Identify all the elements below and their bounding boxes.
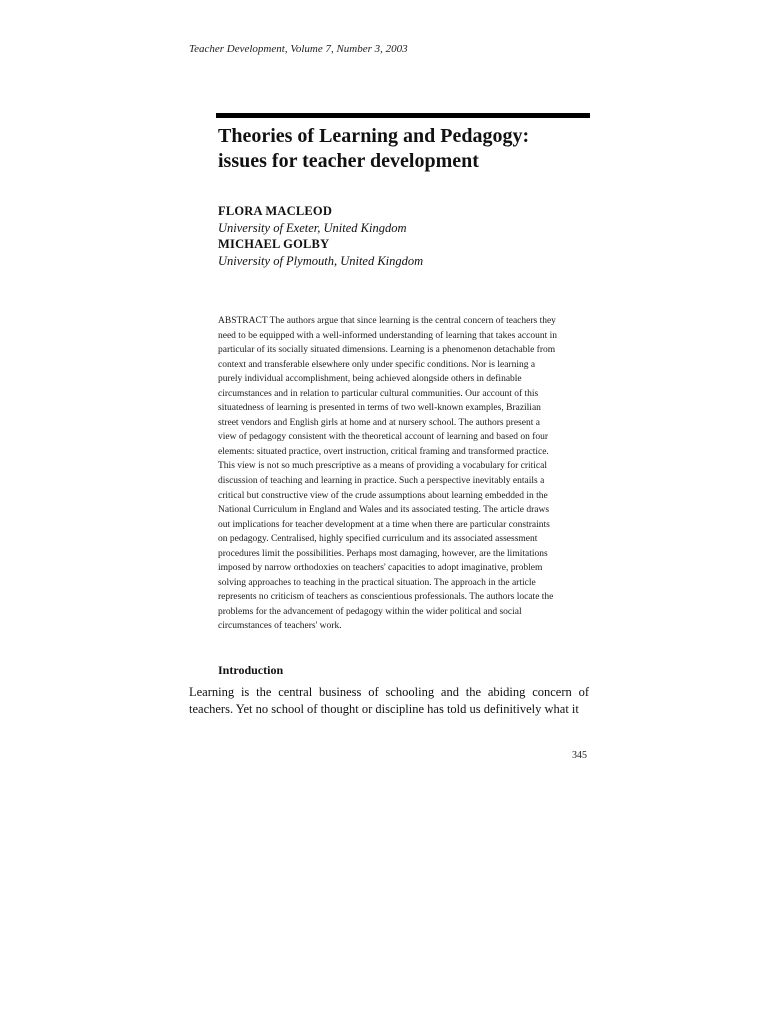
section-heading-introduction: Introduction <box>218 663 284 677</box>
abstract-line: elements: situated practice, overt instruction, critical framing and transformed practice. <box>218 446 549 457</box>
abstract-line: out implications for teacher development at a time when there are particular constraints <box>218 519 550 530</box>
article-title-line: issues for teacher development <box>218 150 479 172</box>
author-affiliation: University of Plymouth, United Kingdom <box>218 253 424 268</box>
abstract-line: purely individual accomplishment, being achieved alongside others in definable <box>218 374 522 385</box>
abstract-line: circumstances of teachers' work. <box>218 621 342 632</box>
abstract-line: imposed by narrow orthodoxies on teachers' capacities to adopt imaginative, problem <box>218 563 543 574</box>
abstract-line: context and transferable elsewhere only under specific conditions. Nor is learning a <box>218 359 536 370</box>
article-title <box>218 124 590 174</box>
title-rule <box>216 113 590 118</box>
abstract-line: problems for the advancement of pedagogy within the wider political and social <box>218 606 522 617</box>
abstract-line: National Curriculum in England and Wales and its associated testing. The article draws <box>218 505 550 516</box>
abstract-line: on pedagogy. Centralised, highly specified curriculum and its associated assessment <box>218 534 538 545</box>
author-block <box>218 203 423 269</box>
abstract-line: circumstances and in relation to particular cultural communities. Our account of this <box>218 388 539 399</box>
abstract-line: ABSTRACT The authors argue that since learning is the central concern of teachers they <box>218 316 556 326</box>
introduction-paragraph <box>189 684 589 717</box>
abstract-line: particular of its socially situated dimensions. Learning is a phenomenon detachable from <box>218 345 556 356</box>
author-affiliation: University of Exeter, United Kingdom <box>218 220 407 235</box>
article-title-line: Theories of Learning and Pedagogy: <box>218 125 530 147</box>
abstract-line: situatedness of learning is presented in terms of two well-known examples, Brazilian <box>218 403 541 414</box>
abstract-line: need to be equipped with a well-informed understanding of learning that takes account in <box>218 330 557 341</box>
abstract-line: procedures limit the possibilities. Perhaps most damaging, however, are the limitations <box>218 548 548 559</box>
abstract-line: solving approaches to teaching in the practical situation. The approach in the article <box>218 577 536 588</box>
abstract-line: This view is not so much prescriptive as a means of providing a vocabulary for critical <box>218 461 547 472</box>
abstract-line: street vendors and English girls at home and at nursery school. The authors present a <box>218 417 540 428</box>
abstract-line: represents no criticism of teachers as conscientious professionals. The authors locate the <box>218 592 554 603</box>
abstract-line: critical but constructive view of the crude assumptions about learning embedded in the <box>218 490 548 501</box>
body-line: teachers. Yet no school of thought or discipline has told us definitively what it <box>189 701 579 716</box>
page-number: 345 <box>572 750 587 761</box>
author-name: MICHAEL GOLBY <box>218 237 330 251</box>
journal-citation: Teacher Development, Volume 7, Number 3, 2003 <box>189 43 408 55</box>
body-line: Learning is the central business of schooling and the abiding concern of <box>189 685 589 699</box>
abstract <box>218 314 590 634</box>
abstract-line: view of pedagogy consistent with the theoretical account of learning and based on four <box>218 432 549 443</box>
author-name: FLORA MACLEOD <box>218 204 333 218</box>
abstract-line: discussion of teaching and learning in practice. Such a perspective inevitably entails a <box>218 476 545 487</box>
